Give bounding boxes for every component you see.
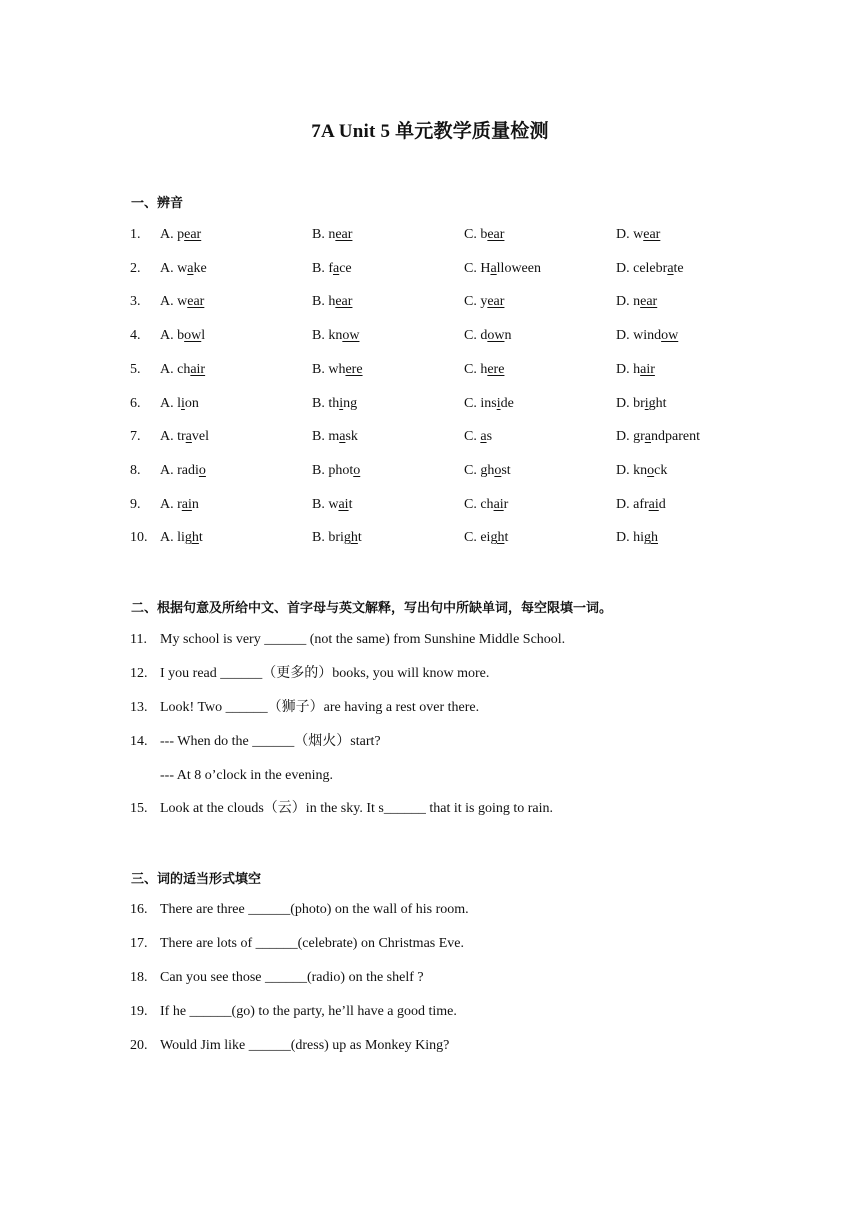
option-text: t (198, 530, 203, 546)
option-text: sk (345, 429, 358, 445)
option-text: B. h (312, 294, 336, 310)
option-text: d (658, 496, 666, 512)
question-number: 5. (130, 361, 141, 377)
option-text: ng (343, 395, 358, 411)
option-text: ght (648, 395, 667, 411)
answer-option (312, 528, 362, 548)
answer-option (464, 225, 504, 245)
underlined-letters: a (339, 429, 346, 445)
option-text: ce (339, 260, 352, 276)
underlined-letters: gh (490, 530, 505, 546)
underlined-letters: ear (187, 294, 205, 310)
option-text: C. y (464, 294, 488, 310)
question-text: Look! Two ______（狮子）are having a rest over there. (160, 700, 480, 715)
underlined-letters: ow (184, 328, 202, 344)
option-text: ke (193, 260, 207, 276)
answer-option (312, 495, 352, 515)
answer-option (464, 528, 508, 548)
option-text: t (504, 530, 509, 546)
question-number: 3. (130, 294, 141, 310)
option-text: s (486, 429, 493, 445)
option-text: on (184, 395, 199, 411)
underlined-letters: ow (342, 328, 360, 344)
question-subtext: --- At 8 o’clock in the evening. (160, 768, 334, 783)
option-text: C. (464, 429, 481, 445)
question-text: I you read ______（更多的）books, you will know more. (160, 666, 490, 681)
underlined-letters: ear (487, 294, 505, 310)
underlined-letters: i (644, 395, 649, 411)
option-text: D. wind (616, 328, 662, 344)
question-number: 16. (130, 902, 148, 917)
answer-option (312, 461, 360, 481)
underlined-letters: o (198, 462, 206, 478)
option-text: D. kn (616, 462, 648, 478)
question-number: 8. (130, 462, 141, 478)
option-text: r (503, 496, 509, 512)
underlined-letters: a (333, 260, 340, 276)
answer-option (464, 495, 508, 515)
option-text: C. ch (464, 496, 494, 512)
answer-option (464, 360, 504, 380)
question-number: 14. (130, 734, 148, 749)
page-title: 7A Unit 5 单元教学质量检测 (311, 121, 549, 142)
question-number: 15. (130, 801, 148, 816)
question-number: 4. (130, 328, 141, 344)
option-text: A. l (160, 395, 181, 411)
underlined-letters: i (181, 395, 185, 411)
underlined-letters: air (640, 361, 655, 377)
answer-option (616, 394, 667, 414)
underlined-letters: o (494, 462, 502, 478)
underlined-letters: a (480, 429, 487, 445)
option-text: B. m (312, 429, 340, 445)
option-text: A. w (160, 294, 188, 310)
underlined-letters: i (339, 395, 344, 411)
section-heading-vocabulary: 二、根据句意及所给中文、首字母与英文解释，写出句中所缺单词，每空限填一词。 (131, 601, 613, 616)
underlined-letters: a (187, 260, 194, 276)
option-text: st (501, 462, 511, 478)
answer-option (616, 360, 655, 380)
question-number: 9. (130, 496, 141, 512)
underlined-letters: gh (644, 530, 658, 546)
underlined-letters: ai (493, 496, 504, 512)
option-text: C. d (464, 328, 488, 344)
answer-option (616, 427, 700, 447)
underlined-letters: o (647, 462, 655, 478)
answer-option (160, 225, 201, 245)
option-text: A. p (160, 227, 185, 242)
question-number: 18. (130, 970, 148, 985)
option-text: C. ins (464, 395, 497, 411)
underlined-letters: ow (487, 328, 505, 344)
option-text: D. br (616, 395, 645, 411)
answer-option (160, 259, 207, 279)
underlined-letters: ear (335, 227, 353, 242)
option-text: B. th (312, 395, 340, 411)
question-text: If he ______(go) to the party, he’ll have a good time. (160, 1004, 457, 1019)
question-text: There are three ______(photo) on the wall of his room. (160, 902, 469, 917)
question-number: 10. (130, 530, 148, 546)
answer-option (616, 225, 660, 245)
underlined-letters: i (496, 395, 501, 411)
question-text: Look at the clouds（云）in the sky. It s______ that it is going to rain. (160, 801, 553, 816)
option-text: C. H (464, 260, 491, 276)
question-text: My school is very ______ (not the same) from Sunshine Middle School. (160, 632, 566, 647)
option-text: B. n (312, 227, 336, 242)
answer-option (616, 495, 666, 515)
option-text: A. ch (160, 361, 191, 377)
question-number: 13. (130, 700, 148, 715)
option-text: B. kn (312, 328, 343, 344)
option-text: ck (654, 462, 668, 478)
option-text: de (500, 395, 514, 411)
question-text: Can you see those ______(radio) on the shelf ? (160, 970, 424, 985)
answer-option (312, 394, 357, 414)
option-text: D. hi (616, 530, 644, 546)
option-text: D. w (616, 227, 644, 242)
question-number: 19. (130, 1004, 148, 1019)
answer-option (464, 326, 511, 346)
answer-option (464, 259, 541, 279)
underlined-letters: ere (345, 361, 363, 377)
answer-option (312, 225, 352, 245)
option-text: B. f (312, 260, 333, 276)
option-text: D. n (616, 294, 641, 310)
option-text: C. b (464, 227, 488, 242)
answer-option (464, 461, 511, 481)
underlined-letters: ear (184, 227, 202, 242)
question-number: 12. (130, 666, 148, 681)
underlined-letters: ear (640, 294, 658, 310)
answer-option (616, 292, 657, 312)
answer-option (616, 528, 658, 548)
option-text: B. phot (312, 462, 354, 478)
question-number: 7. (130, 429, 141, 445)
answer-option (464, 292, 504, 312)
option-text: B. w (312, 496, 339, 512)
option-text: D. afr (616, 496, 649, 512)
option-text: t (357, 530, 362, 546)
option-text: D. h (616, 361, 641, 377)
section-heading-word-forms: 三、词的适当形式填空 (131, 872, 262, 887)
underlined-letters: ear (487, 227, 505, 242)
question-text: Would Jim like ______(dress) up as Monkey King? (160, 1038, 450, 1053)
answer-option (312, 292, 352, 312)
answer-option (616, 326, 678, 346)
question-text: There are lots of ______(celebrate) on Christmas Eve. (160, 936, 465, 951)
answer-option (312, 360, 363, 380)
underlined-letters: ear (335, 294, 353, 310)
option-text: C. h (464, 361, 488, 377)
option-text: B. wh (312, 361, 346, 377)
underlined-letters: o (353, 462, 361, 478)
underlined-letters: ai (181, 496, 192, 512)
option-text: A. tr (160, 429, 186, 445)
option-text: vel (191, 429, 209, 445)
question-number: 1. (130, 227, 141, 242)
question-number: 11. (130, 632, 147, 647)
option-text: A. w (160, 260, 188, 276)
section-heading-pronunciation: 一、辨音 (131, 196, 184, 211)
option-text: A. b (160, 328, 185, 344)
answer-option (160, 394, 199, 414)
answer-option (464, 427, 492, 447)
underlined-letters: ai (338, 496, 349, 512)
option-text: t (348, 496, 353, 512)
option-text: D. gr (616, 429, 645, 445)
question-number: 17. (130, 936, 148, 951)
question-number: 6. (130, 395, 141, 411)
option-text: A. li (160, 530, 185, 546)
underlined-letters: ow (661, 328, 679, 344)
answer-option (616, 259, 684, 279)
answer-option (312, 326, 359, 346)
option-text: A. radi (160, 462, 199, 478)
underlined-letters: ear (643, 227, 661, 242)
underlined-letters: ai (648, 496, 659, 512)
option-text: n (191, 496, 199, 512)
answer-option (160, 427, 209, 447)
option-text: B. bri (312, 530, 344, 546)
underlined-letters: a (490, 260, 497, 276)
answer-option (160, 495, 199, 515)
answer-option (160, 292, 204, 312)
option-text: te (673, 260, 684, 276)
underlined-letters: a (644, 429, 651, 445)
answer-option (160, 360, 205, 380)
option-text: A. r (160, 496, 182, 512)
answer-option (312, 259, 352, 279)
underlined-letters: a (667, 260, 674, 276)
underlined-letters: gh (343, 530, 358, 546)
underlined-letters: gh (184, 530, 199, 546)
option-text: C. ei (464, 530, 491, 546)
option-text: D. celebr (616, 260, 668, 276)
question-number: 20. (130, 1038, 148, 1053)
option-text: C. gh (464, 462, 495, 478)
question-text: --- When do the ______（烟火）start? (160, 734, 381, 749)
answer-option (312, 427, 358, 447)
option-text: ndparent (651, 429, 700, 445)
answer-option (160, 326, 205, 346)
answer-option (160, 528, 203, 548)
answer-option (160, 461, 206, 481)
underlined-letters: ere (487, 361, 505, 377)
question-number: 2. (130, 260, 141, 276)
answer-option (464, 394, 514, 414)
option-text: n (504, 328, 512, 344)
underlined-letters: a (185, 429, 192, 445)
answer-option (616, 461, 667, 481)
underlined-letters: air (190, 361, 206, 377)
option-text: lloween (496, 260, 541, 276)
option-text: l (201, 328, 206, 344)
